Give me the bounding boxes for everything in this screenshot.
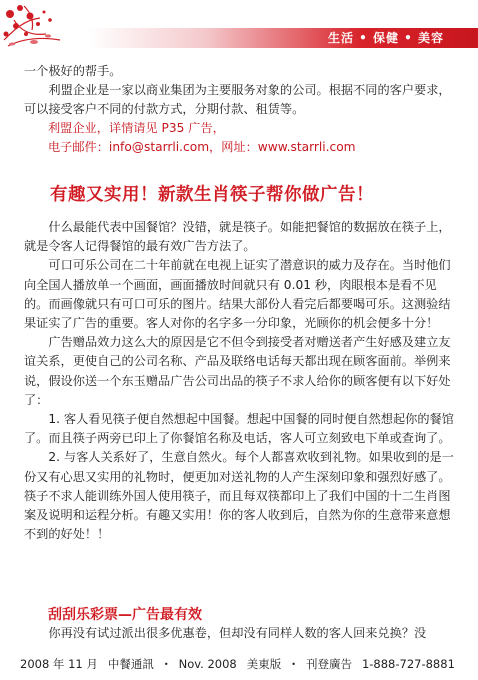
article-paragraph-6: 你再没有试过派出很多优惠卷，但却没有同样人数的客人回来兑换？没 (48, 626, 427, 640)
article-continued (24, 624, 460, 643)
footer-bullet: • (163, 659, 169, 669)
footer-bullet: • (291, 659, 296, 669)
article-paragraph-5: 2. 与客人关系好了，生意自然火。每个人都喜欢收到礼物。如果收到的是一份又有心思又实用的礼物时，便更加对送礼物的人产生深刻印象和强烈好感了。筷子不求人能训练外国人使用筷子，而且每双筷都印上了我们中国的十二生肖图案及说明和运程分析。有趣又实用！你的客人收到后，自然为你的生意带来意想不到的好处！！ (24, 450, 454, 542)
footer-issue: Nov. 2008 (178, 657, 237, 671)
page-footer (20, 656, 470, 672)
section-banner (88, 28, 478, 48)
footer-section: 刊登廣告 (305, 657, 352, 671)
floral-ornament-icon (0, 0, 80, 54)
contact-line-2: 电子邮件：info@starrli.com，网址：www.starrli.com (48, 140, 356, 154)
article-subheading: 刮刮乐彩票—广告最有效 (48, 607, 202, 623)
intro-paragraph: 利盟企业是一家以商业集团为主要服务对象的公司。根据不同的客户要求，可以接受客户不同的付款方式，分期付款、租赁等。 (24, 83, 451, 117)
intro-text (24, 62, 460, 120)
article-paragraph-1: 什么最能代表中国餐馆？没错，就是筷子。如能把餐馆的数据放在筷子上，就是令客人记得餐馆的最有效广告方法了。 (24, 220, 451, 254)
article-paragraph-2: 可口可乐公司在二十年前就在电视上证实了潜意识的威力及存在。当时他们向全国人播放单一个画面，画面播放时间就只有 0.01 秒，肉眼根本是看不见的。而画像就只有可口可乐的图片。结果大部份人看完后都要喝可乐。这测验结果证实了广告的重要。客人对你的名字多一分印象，光顾你的机会便多十分！ (24, 258, 451, 331)
section-banner-text: 生活 • 保健 • 美容 (327, 31, 444, 45)
footer-edition: 美東版 (246, 657, 282, 671)
article-body (24, 218, 460, 544)
footer-phone: 1-888-727-8881 (361, 657, 455, 671)
article-paragraph-3: 广告赠品效力这么大的原因是它不但令到接受者对赠送者产生好感及建立友谊关系，更使自己的公司名称、产品及联络电话每天都出现在顾客面前。举例来说，假设你送一个东玉赠品广告公司出品的筷子不求人给你的顾客便有以下好处了： (24, 335, 451, 407)
article-headline: 有趣又实用！新款生肖筷子帮你做广告！ (50, 185, 374, 205)
article-paragraph-4: 1. 客人看见筷子便自然想起中国餐。想起中国餐的同时便自然想起你的餐馆了。而且筷子两旁已印上了你餐馆名称及电话，客人可立刻致电下单或查询了。 (24, 412, 454, 446)
contact-line-1: 利盟企业，详情请见 P35 广告， (48, 121, 225, 135)
intro-line: 一个极好的帮手。 (24, 64, 122, 78)
footer-date: 2008 年 11 月 (20, 657, 98, 671)
footer-magazine: 中餐通訊 (107, 657, 154, 671)
